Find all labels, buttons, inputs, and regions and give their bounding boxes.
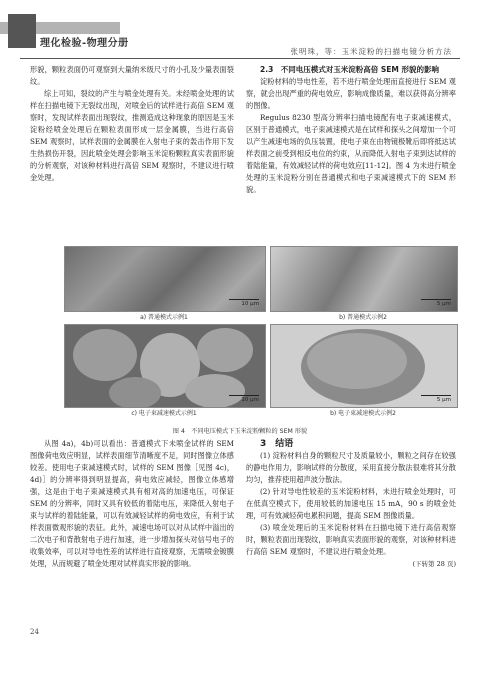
header-rule	[20, 58, 460, 59]
page-number: 24	[30, 628, 39, 636]
figure-4	[28, 246, 452, 424]
scale-bar	[421, 299, 451, 300]
scale-label: 5 μm	[436, 397, 451, 403]
caption-d: b) 电子束减速模式示例2	[330, 410, 396, 417]
running-head: 张明珠，等：玉米淀粉的扫描电镜分析方法	[290, 47, 452, 56]
section-heading: 2.3 不同电压模式对玉米淀粉高倍 SEM 形貌的影响	[260, 65, 439, 74]
journal-name: 理化检验-物理分册	[40, 38, 129, 49]
scale-label: 5 μm	[436, 301, 451, 307]
paragraph: Regulus 8230 型高分辨率扫描电镜配有电子束减速模式，区别于普通模式，电子束减速模式是在试样和探头之间增加一个可以产生减速电场的负压装置，使电子束在由物镜极靴后即将抵达试样表面之前受到相反电位的约束，从而降低入射电子束到达试样的着陆能量，有效减轻试样的荷电效应[11-12]。图 4 为未进行喷金处理的玉米淀粉分别在普通模式和电子束减速模式下的 SEM 形貌。	[246, 113, 456, 194]
scale-label: 10 μm	[241, 301, 259, 307]
sem-image-d	[270, 324, 458, 408]
right-column-top	[246, 64, 456, 196]
sem-image-b	[270, 246, 458, 312]
caption-b: b) 普通模式示例2	[339, 314, 387, 321]
sem-image-a	[64, 246, 266, 312]
paragraph: 形貌，颗粒表面仍可观察到大量纳米级尺寸的小孔及少量表面裂纹。	[30, 65, 234, 86]
right-column-bottom	[246, 438, 456, 570]
continued-note: (下转第 28 页)	[412, 560, 456, 568]
caption-c: c) 电子束减速模式示例1	[131, 410, 197, 417]
caption-a: a) 普通模式示例1	[140, 314, 188, 321]
paragraph: (2) 针对导电性较差的玉米淀粉材料，未进行喷金处理时，可在低真空模式下，使用较低的加速电压 15 mA，90 s 的喷金处理，可有效减轻荷电累积问题，提高 SEM 图像质量。	[246, 487, 456, 520]
journal-logo	[0, 12, 150, 52]
left-column-bottom	[30, 438, 234, 570]
figure-title: 图 4 不同电压模式下玉米淀粉颗粒的 SEM 形貌	[172, 428, 308, 435]
paragraph: 综上可知，裂纹的产生与喷金处理有关。未经喷金处理的试样在扫描电镜下无裂纹出现，对喷金后的试样进行高倍 SEM 观察时，发现试样表面出现裂纹，推测造成这种现象的原因是玉米淀粉经喷金处理后在颗粒表面形成一层金属膜，当进行高倍 SEM 观察时，试样表面的金属膜在入射电子束的轰击作用下发生热损伤开裂，因此喷金处理会影响玉米淀粉颗粒真实表面形貌的分析观察，对该种材料进行高倍 SEM 观察时，不建议进行喷金处理。	[30, 89, 234, 182]
paragraph: 从图 4a)，4b)可以看出：普通模式下未喷金试样的 SEM 图像荷电效应明显，试样表面细节清晰度不足，同时图像立体感较差。使用电子束减速模式时，试样的 SEM 图像［见图 4c)，4d)］的分辨率得到明显提高，荷电效应减轻，图像立体感增强，这是由于电子束减速模式具有相对高的加速电压，可保证 SEM 的分辨率，同时又具有较低的着陆电压，来降低入射电子束与试样的着陆能量，可以有效减轻试样的荷电效应，有利于试样表面微观形貌的表征。此外，减速电场可以对从试样中溢出的二次电子和背散射电子进行加速，进一步增加探头对信号电子的收集效率，可以对导电性差的试样进行直接观察，无需喷金镀膜处理，从而规避了喷金处理对试样真实形貌的影响。	[30, 439, 234, 568]
section-heading: 3 结语	[260, 439, 294, 449]
scale-bar	[421, 395, 451, 396]
left-column-top	[30, 64, 234, 184]
scale-label: 10 μm	[241, 397, 259, 403]
sem-image-c	[64, 324, 266, 408]
logo-p-mark	[8, 14, 36, 48]
scale-bar	[229, 299, 259, 300]
paragraph: (3) 喷金处理后的玉米淀粉材料在扫描电镜下进行高倍观察时，颗粒表面出现裂纹，影响真实表面形貌的观察，对该种材料进行高倍 SEM 观察时，不建议进行喷金处理。	[246, 523, 456, 556]
scale-bar	[229, 395, 259, 396]
paragraph: (1) 淀粉材料自身的颗粒尺寸及质量较小，颗粒之间存在较强的静电作用力，影响试样的分散度，采用直接分散法很难将其分散均匀，推荐使用超声波分散法。	[246, 451, 456, 484]
paragraph: 淀粉材料的导电性差，若不进行喷金处理而直接进行 SEM 观察，就会出现严重的荷电效应，影响成像质量，难以获得高分辨率的图像。	[246, 77, 456, 110]
